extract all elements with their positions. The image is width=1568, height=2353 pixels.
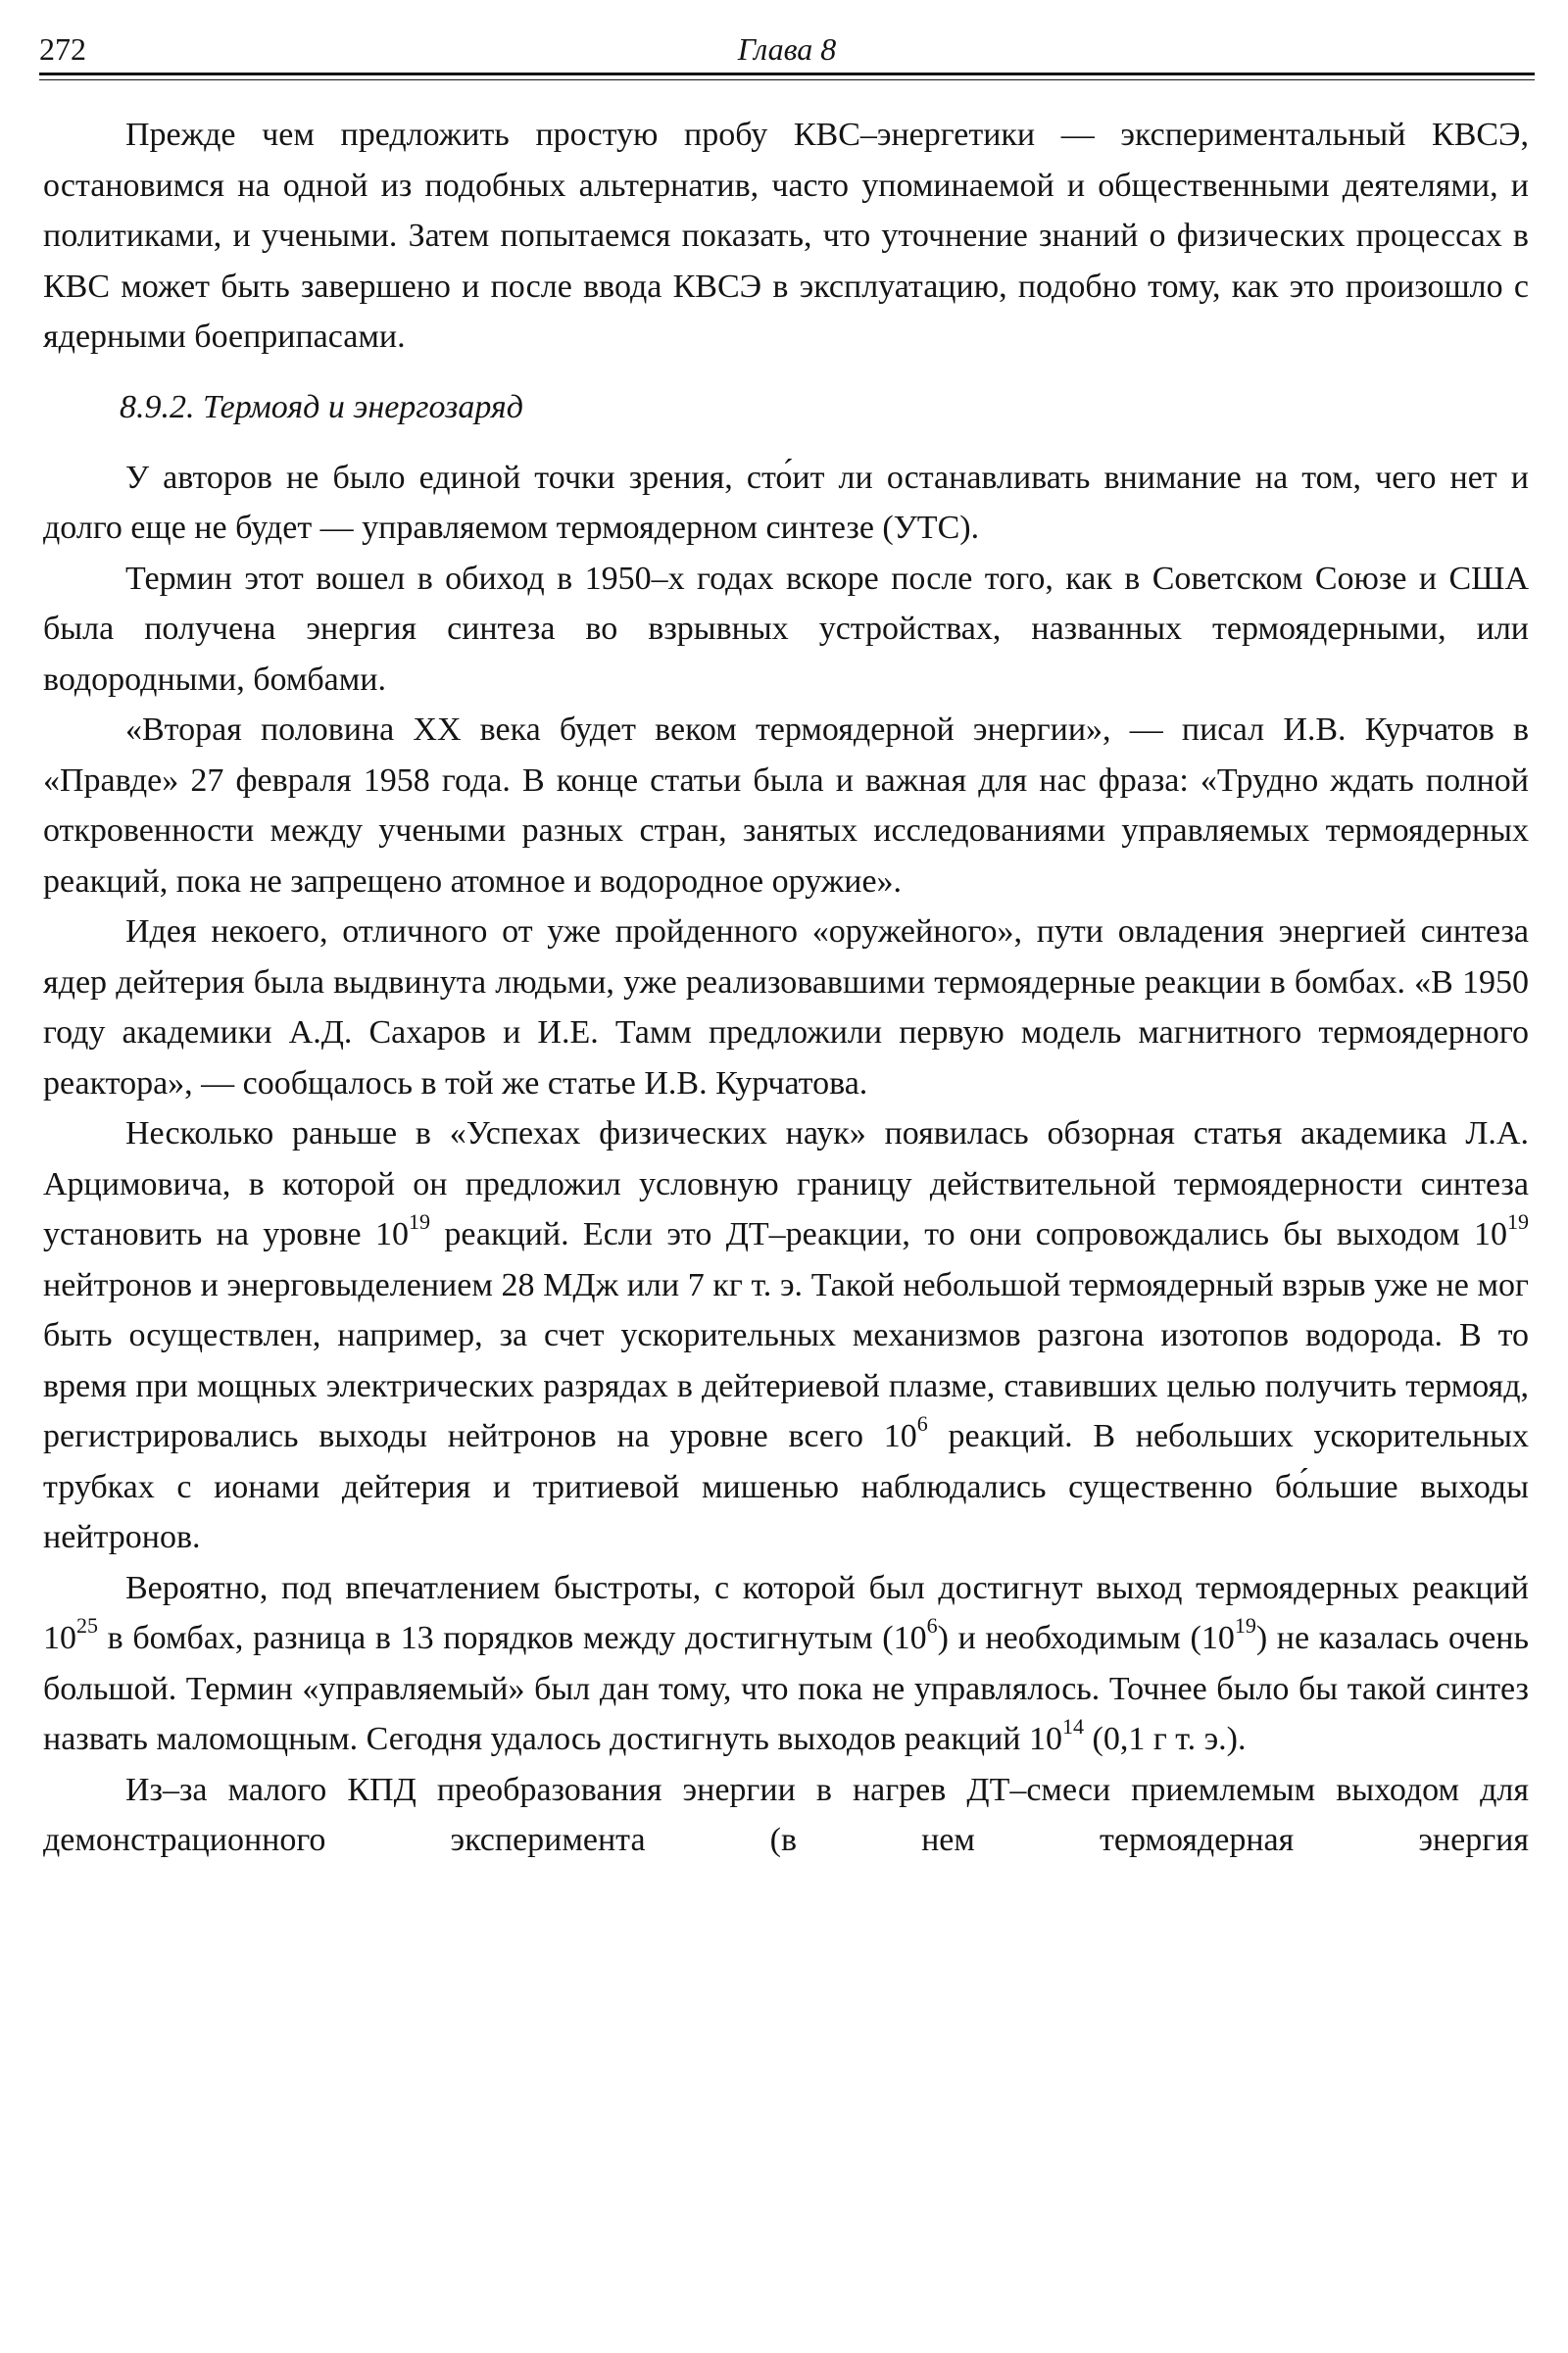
- header-rule-thick: [39, 73, 1535, 75]
- section-heading: 8.9.2. Термояд и энергозаряд: [120, 388, 523, 425]
- header-rule-thin: [39, 79, 1535, 80]
- paragraph-8: Из–за малого КПД преобразования энергии в нагрев ДТ–смеси приемлемым выходом для демонстрационного эксперимента (в нем термоядерная энергия: [43, 1771, 1529, 1858]
- paragraph-6: [43, 1108, 1529, 1563]
- paragraph-6-part-a: Несколько раньше в «Успехах физических наук» появилась обзорная статья академика Л.А. Арцимовича, в которой он предложил условную границу действительной термоядерности синтеза установить на уровне 10: [43, 1115, 1529, 1252]
- paragraph-6-part-b: реакций. Если это ДТ–реакции, то они сопровождались бы выходом 10: [430, 1216, 1507, 1252]
- paragraph-1: Прежде чем предложить простую пробу КВС–энергетики — экспериментальный КВСЭ, остановимся на одной из подобных альтернатив, часто упоминаемой и общественными деятелями, и политиками, и учеными. Затем попытаемся показать, что уточнение знаний о физических процессах в КВС может быть завершено и после ввода КВСЭ в эксплуатацию, подобно тому, как это произошло с ядерными боеприпасами.: [43, 117, 1529, 355]
- paragraph-5: Идея некоего, отличного от уже пройденного «оружейного», пути овладения энергией синтеза ядер дейтерия была выдвинута людьми, уже реализовавшими термоядерные реакции в бомбах. «В 1950 году академики А.Д. Сахаров и И.Е. Тамм предложили первую модель магнитного термоядерного реактора», — сообщалось в той же статье И.В. Курчатова.: [43, 913, 1529, 1102]
- exponent: 14: [1062, 1714, 1085, 1739]
- exponent: 19: [1234, 1613, 1256, 1638]
- paragraph-7-part-a: Вероятно, под впечатлением быстроты, с которой был достигнут выход термоядерных реакций 10: [43, 1569, 1529, 1656]
- running-head: Глава 8: [737, 31, 837, 67]
- exponent: 19: [1507, 1209, 1529, 1234]
- page-header: [39, 29, 1535, 73]
- paragraph-6-part-c: нейтронов и энерговыделением 28 МДж или 7 кг т. э. Такой небольшой термоядерный взрыв уже не мог быть осуществлен, например, за счет ускорительных механизмов разгона изотопов водорода. В то время при мощных электрических разрядах в дейтериевой плазме, ставивших целью получить термояд, регистрировались выходы нейтронов на уровне всего 10: [43, 1266, 1529, 1454]
- body-text: [43, 110, 1529, 1866]
- page-number: 272: [39, 31, 86, 67]
- exponent: 6: [926, 1613, 938, 1638]
- exponent: 6: [916, 1411, 928, 1436]
- paragraph-4: «Вторая половина XX века будет веком термоядерной энергии», — писал И.В. Курчатов в «Правде» 27 февраля 1958 года. В конце статьи была и важная для нас фраза: «Трудно ждать полной откровенности между учеными разных стран, занятых исследованиями управляемых термоядерных реакций, пока не запрещено атомное и водородное оружие».: [43, 711, 1529, 900]
- paragraph-6-part-d: реакций. В небольших ускорительных трубках с ионами дейтерия и тритиевой мишенью наблюдались существенно бо́льшие выходы нейтронов.: [43, 1418, 1529, 1555]
- paragraph-7-part-c: ) и необходимым (10: [937, 1620, 1235, 1656]
- paragraph-7-part-d: ) не казалась очень большой. Термин «управляемый» был дан тому, что пока не управлялось. Точнее было бы такой синтез назвать маломощным. Сегодня удалось достигнуть выходов реакций 10: [43, 1620, 1529, 1757]
- paragraph-3: Термин этот вошел в обиход в 1950–х годах вскоре после того, как в Советском Союзе и США была получена энергия синтеза во взрывных устройствах, названных термоядерными, или водородными, бомбами.: [43, 560, 1529, 698]
- exponent: 19: [409, 1209, 430, 1234]
- paragraph-2: У авторов не было единой точки зрения, сто́ит ли останавливать внимание на том, чего нет и долго еще не будет — управляемом термоядерном синтезе (УТС).: [43, 459, 1529, 546]
- paragraph-7-part-e: (0,1 г т. э.).: [1084, 1721, 1247, 1757]
- exponent: 25: [76, 1613, 98, 1638]
- paragraph-7-part-b: в бомбах, разница в 13 порядков между достигнутым (10: [98, 1620, 927, 1656]
- paragraph-7: [43, 1563, 1529, 1765]
